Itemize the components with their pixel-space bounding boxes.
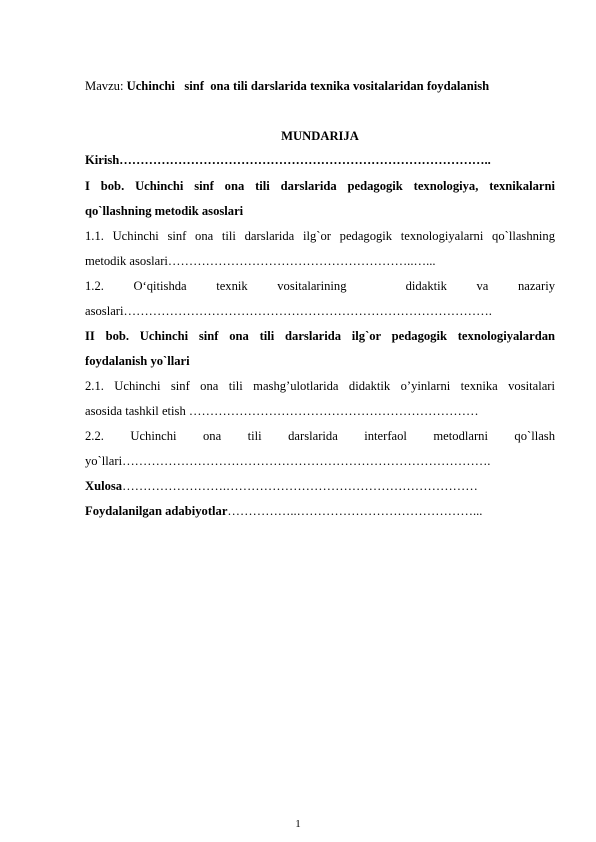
toc-section-1-1-line1: 1.1. Uchinchi sinf ona tili darslarida ilg`or pedagogik texnologiyalarni qo`llashning xyxy=(85,229,555,243)
toc-references-label: Foydalanilgan adabiyotlar xyxy=(85,504,228,518)
toc-references xyxy=(85,503,555,519)
toc-section-1-2-line1: 1.2. O‘qitishda texnik vositalarining didaktik va nazariy xyxy=(85,279,555,293)
toc-section-2-1-line2: asosida tashkil etish …………………………………………………………… xyxy=(85,404,479,418)
toc-chapter1-line1: I bob. Uchinchi sinf ona tili darslarida pedagogik texnologiya, texnikalarni xyxy=(85,179,555,193)
toc-conclusion xyxy=(85,478,555,494)
toc-intro: Kirish…………………………………………………………………………….. xyxy=(85,153,491,167)
topic-title: Uchinchi sinf ona tili darslarida texnika vositalaridan foydalanish xyxy=(126,79,490,93)
toc-references-dots: ……………..……………………………………... xyxy=(227,504,483,518)
toc-section-2-2-line2: yo`llari……………………………………………………………………………. xyxy=(85,454,491,468)
toc-section-2-2-line1: 2.2. Uchinchi ona tili darslarida interfaol metodlarni qo`llash xyxy=(85,429,555,443)
toc-conclusion-label: Xulosa xyxy=(85,479,123,493)
toc-chapter1-line2: qo`llashning metodik asoslari xyxy=(85,204,244,218)
contents-heading: MUNDARIJA xyxy=(281,129,359,143)
toc-chapter2-line1: II bob. Uchinchi sinf ona tili darslarida ilg`or pedagogik texnologiyalardan xyxy=(85,329,555,343)
toc-chapter2-line2: foydalanish yo`llari xyxy=(85,354,190,368)
toc-section-1-2-line2: asoslari……………………………………………………………………………. xyxy=(85,304,492,318)
toc-conclusion-dots: …………………….…………………………………………………… xyxy=(122,479,478,493)
page-number: 1 xyxy=(295,818,301,830)
topic-label: Mavzu: xyxy=(85,79,127,93)
topic-line xyxy=(85,78,555,94)
toc-section-2-1-line1: 2.1. Uchinchi sinf ona tili mashg’ulotlarida didaktik o’yinlarni texnika vositalari xyxy=(85,379,555,393)
toc-section-1-1-line2: metodik asoslari…………………………………………………..…... xyxy=(85,254,436,268)
